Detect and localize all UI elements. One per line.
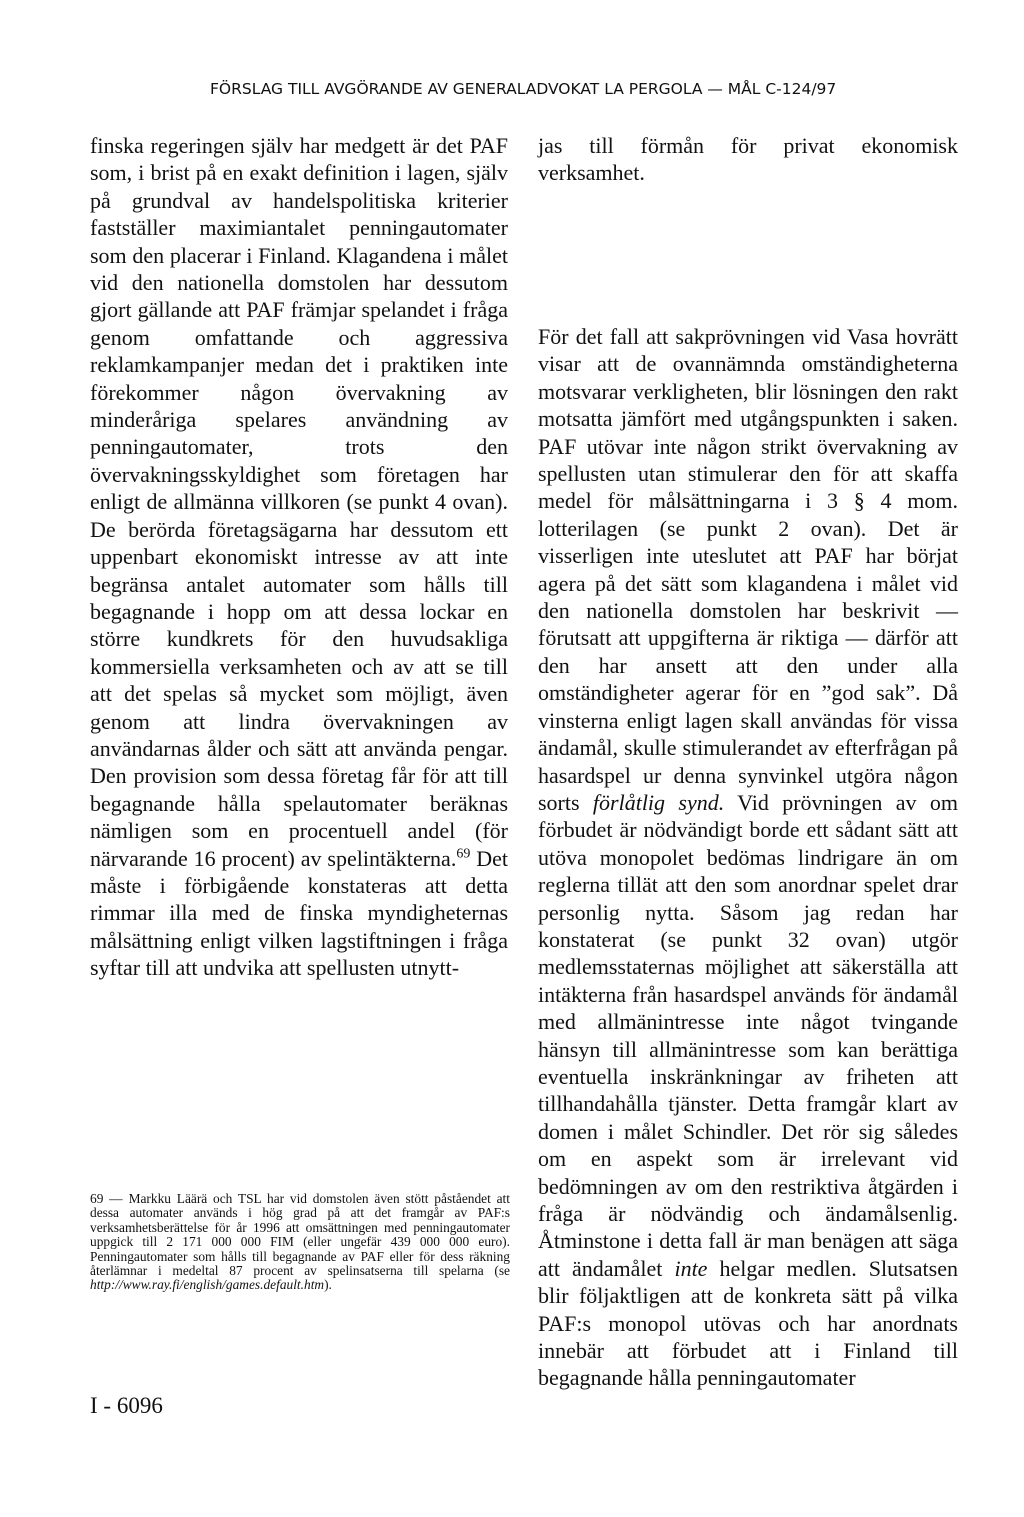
right-text-part1: För det fall att sakprövningen vid Vasa hovrätt visar att de ovannämnda omständigheterna motsvarar verkligheten, blir lösningen den rakt motsatta jämfört med utgångspunkten i saken. PAF utövar inte någon strikt övervakning av spellusten utan stimulerar den för att skaffa medel för målsättningarna i 3 § 4 mom. lotterilagen (se punkt 2 ovan). Det är visserligen inte uteslutet att PAF har börjat agera på det sätt som klagandena i målet vid den nationella domstolen har beskrivit — förutsatt att uppgifterna är riktiga — därför att den har ansett att den under alla omständigheter agerar för en ”god sak”. Då vinsterna enligt lagen skall användas för vissa ändamål, skulle stimulerandet av efterfrågan på hasardspel ur denna synvinkel utgöra någon sorts [538, 324, 958, 815]
footnote-number: 69 — [90, 1191, 123, 1206]
left-text-before-footnote: finska regeringen själv har medgett är det PAF som, i brist på en exakt definition i lagen, själv på grundval av handelspolitiska kriterier fastställer maximiantalet penningautomater som den placerar i Finland. Klagandena i målet vid den nationella domstolen har dessutom gjort gällande att PAF främjar spelandet i fråga genom omfattande och aggressiva reklamkampanjer medan det i praktiken inte förekommer någon övervakning av minderåriga spelares användning av penningautomater, trots den övervakningsskyldighet som företagen har enligt de allmänna villkoren (se punkt 4 ovan). De berörda företagsägarna har dessutom ett uppenbart ekonomiskt intresse av att inte begränsa antalet automater som hålls till begagnande i hopp om att dessa lockar en större kundkrets för den huvudsakliga kommersiella verksamheten och av att se till att det spelas så mycket som möjligt, även genom att lindra övervakningen av användarnas ålder och sätt att använda pengar. Den provision som dessa företag får för att till begagnande hålla spelautomater beräknas nämligen som en procentuell andel (för närvarande 16 procent) av spelintäkterna. [90, 133, 508, 871]
footnote-reference: 69 [456, 846, 471, 862]
footnote-69 [90, 1192, 510, 1293]
continuation-text: jas till förmån för privat ekonomisk verksamhet. [538, 133, 958, 186]
left-column-paragraph [90, 132, 508, 982]
running-header: FÖRSLAG TILL AVGÖRANDE AV GENERALADVOKAT LA PERGOLA — MÅL C-124/97 [210, 80, 837, 98]
footnote-text-end: ). [324, 1277, 332, 1293]
page-number: I - 6096 [90, 1393, 163, 1418]
left-text-after-footnote: Det måste i förbigående konstateras att detta rimmar illa med de finska myndigheternas målsättning enligt vilken lagstiftningen i fråga syftar till att undvika att spellusten utnytt- [90, 845, 509, 981]
right-column-paragraph [538, 323, 958, 1392]
right-column-continuation [538, 132, 958, 187]
footnote-url: http://www.ray.fi/english/games.default.htm [90, 1277, 325, 1293]
left-column [90, 132, 508, 982]
right-column-main [538, 323, 958, 1392]
right-text-part2: Vid prövningen av om förbudet är nödvändigt borde ett sådant sätt att utöva monopolet bedömas lindrigare än om reglerna tillät att den som anordnar spelet drar personlig nytta. Såsom jag redan har konstaterat (se punkt 32 ovan) utgör medlemsstaternas möjlighet att säkerställa att intäkterna från hasardspel används för ändamål med allmänintresse inte något tvingande hänsyn till allmänintresse som kan berättiga eventuella inskränkningar av friheten att tillhandahålla tjänster. Detta framgår klart av domen i målet Schindler. Det rör sig således om en aspekt som är irrelevant vid bedömningen av om den restriktiva åtgärden i fråga är nödvändig och ändamålsenlig. Åtminstone i detta fall är man benägen att säga att ändamålet [538, 789, 959, 1281]
italic-word-inte: inte [674, 1255, 708, 1281]
italic-phrase-forlatlig-synd: förlåtlig synd. [592, 789, 725, 815]
footnote-text: Markku Läärä och TSL har vid domstolen även stött påståendet att dessa automater används i hög grad på att det framgår av PAF:s verksamhetsberättelse för år 1996 att omsättningen med penningautomater uppgick till 2 171 000 000 FIM (eller ungefär 439 000 000 euro). Penningautomater som hålls till begagnande av PAF eller för dess räkning återlämnar i medeltal 87 procent av spelinsatserna till spelarna (se [90, 1191, 510, 1279]
right-text-part3: helgar medlen. Slutsatsen blir följaktligen att de konkreta sätt på vilka PAF:s monopol utövas och har anordnats innebär att förbudet att i Finland till begagnande hålla penningautomater [538, 1255, 958, 1391]
